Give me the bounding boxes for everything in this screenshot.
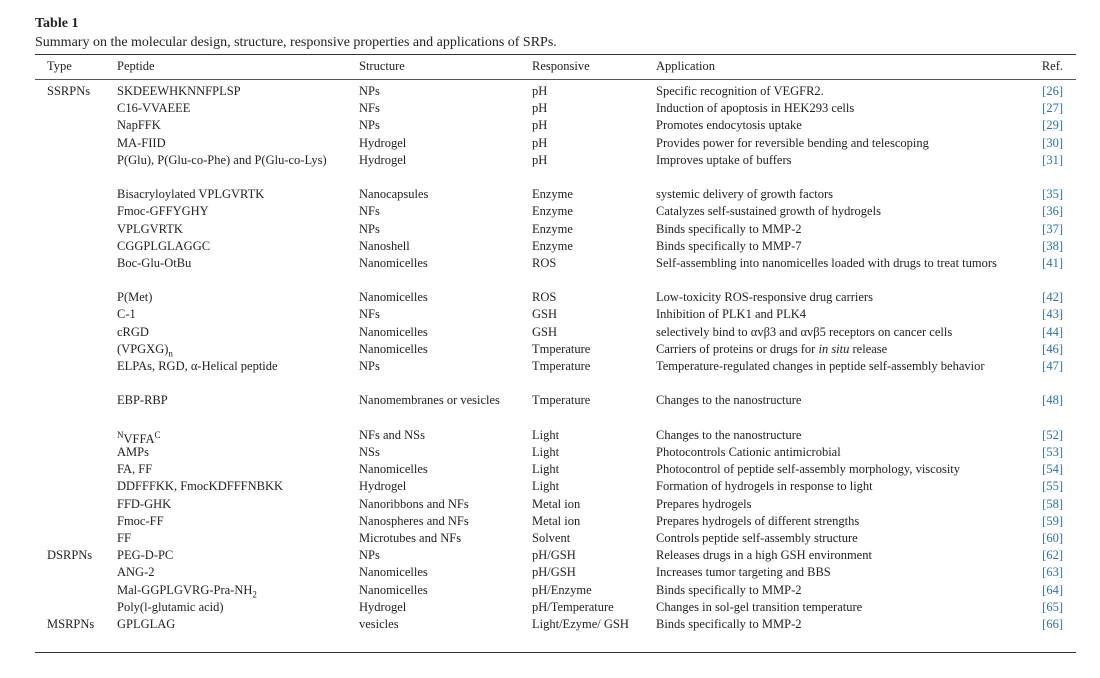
application-text: Releases drugs in a high GSH environment [656, 548, 872, 563]
cell-structure: NFs [359, 307, 380, 322]
table-row [35, 616, 1076, 650]
peptide-text: C-1 [117, 307, 136, 322]
application-text: Improves uptake of buffers [656, 152, 792, 167]
cell-structure: NFs and NSs [359, 427, 425, 442]
table-caption: Summary on the molecular design, structure, responsive properties and applications of SRPs. [35, 35, 557, 50]
cell-peptide [117, 135, 337, 152]
cell-responsive: Enzyme [532, 221, 573, 236]
cell-responsive: Light [532, 462, 560, 477]
cell-application [656, 238, 1011, 255]
header-responsive: Responsive [532, 59, 590, 73]
table-row [35, 289, 1076, 306]
application-text: Promotes endocytosis uptake [656, 118, 802, 133]
cell-responsive: pH [532, 152, 548, 167]
cell-application [656, 341, 1011, 358]
cell-structure: Nanomicelles [359, 290, 428, 305]
ref-link[interactable]: [29] [1042, 118, 1063, 133]
peptide-text: FF [117, 530, 131, 545]
table-row [35, 221, 1076, 238]
ref-link[interactable]: [53] [1042, 445, 1063, 459]
cell-structure: NPs [359, 84, 380, 98]
cell-peptide [117, 599, 337, 616]
cell-application [656, 186, 1011, 203]
cell-application [656, 616, 1011, 633]
application-text: Prepares hydrogels of different strengths [656, 513, 860, 528]
table-row [35, 341, 1076, 358]
cell-responsive: GSH [532, 307, 558, 322]
peptide-text: EBP-RBP [117, 393, 168, 408]
peptide-text: ANG-2 [117, 565, 155, 580]
cell-structure: NPs [359, 359, 380, 374]
ref-link[interactable]: [64] [1042, 582, 1063, 597]
cell-structure: Hydrogel [359, 599, 407, 614]
cell-peptide [117, 461, 337, 478]
ref-link[interactable]: [46] [1042, 341, 1063, 356]
header-type: Type [47, 59, 72, 73]
application-text: Prepares hydrogels [656, 496, 752, 511]
cell-structure: NSs [359, 445, 380, 459]
cell-structure: NFs [359, 101, 380, 116]
cell-responsive: pH/GSH [532, 548, 576, 563]
cell-structure: Hydrogel [359, 152, 407, 167]
ref-link[interactable]: [65] [1042, 599, 1063, 614]
cell-structure: Nanomicelles [359, 255, 428, 270]
ref-link[interactable]: [62] [1042, 548, 1063, 563]
table-row [35, 496, 1076, 513]
cell-peptide [117, 392, 337, 409]
peptide-text: C16-VVAEEE [117, 101, 191, 116]
ref-link[interactable]: [37] [1042, 221, 1063, 236]
cell-application [656, 496, 1011, 513]
ref-link[interactable]: [58] [1042, 496, 1063, 511]
cell-peptide [117, 221, 337, 238]
cell-responsive: GSH [532, 324, 558, 339]
cell-structure: NPs [359, 548, 380, 563]
peptide-prefix-superscript: N [117, 429, 124, 440]
table-row [35, 478, 1076, 495]
cell-peptide [117, 83, 337, 100]
cell-peptide [117, 513, 337, 530]
peptide-text: P(Glu), P(Glu-co-Phe) and P(Glu-co-Lys) [117, 152, 327, 167]
cell-structure: Microtubes and NFs [359, 530, 462, 545]
cell-peptide [117, 547, 337, 564]
cell-structure: Nanomicelles [359, 462, 428, 477]
cell-application [656, 530, 1011, 547]
table-row [35, 461, 1076, 478]
header-ref: Ref. [1041, 59, 1063, 73]
cell-peptide [117, 444, 337, 461]
cell-responsive: pH [532, 84, 548, 98]
cell-application [656, 289, 1011, 306]
cell-responsive: Tmperature [532, 341, 591, 356]
ref-link[interactable]: [60] [1042, 530, 1063, 545]
table-row [35, 599, 1076, 616]
table-row [35, 513, 1076, 530]
application-text: Binds specifically to MMP-2 [656, 616, 802, 631]
peptide-text: AMPs [117, 445, 149, 459]
cell-application [656, 461, 1011, 478]
application-text: Inhibition of PLK1 and PLK4 [656, 307, 806, 322]
table-row [35, 582, 1076, 599]
cell-application [656, 358, 1011, 375]
peptide-subscript: 2 [252, 589, 257, 599]
cell-responsive: Tmperature [532, 393, 591, 408]
table-row [35, 100, 1076, 117]
table-row [35, 530, 1076, 547]
peptide-text: (VPGXG) [117, 341, 169, 356]
application-text: Photocontrols Cationic antimicrobial [656, 445, 841, 459]
table-row [35, 324, 1076, 341]
table-row [35, 564, 1076, 581]
cell-peptide [117, 358, 337, 375]
ref-link[interactable]: [41] [1042, 255, 1063, 270]
cell-peptide [117, 238, 337, 255]
ref-link[interactable]: [55] [1042, 479, 1063, 494]
table-row [35, 135, 1076, 152]
bottom-rule [35, 652, 1076, 653]
application-text: Provides power for reversible bending and telescoping [656, 135, 929, 150]
cell-responsive: Light [532, 427, 560, 442]
cell-type: MSRPNs [47, 616, 95, 631]
peptide-text: cRGD [117, 324, 149, 339]
cell-structure: Nanomicelles [359, 582, 428, 597]
cell-application [656, 582, 1011, 599]
application-text: Binds specifically to MMP-2 [656, 582, 802, 597]
peptide-text: Bisacryloylated VPLGVRTK [117, 187, 265, 202]
cell-responsive: Enzyme [532, 187, 573, 202]
application-tail: release [849, 341, 888, 356]
table-row [35, 255, 1076, 289]
cell-application [656, 203, 1011, 220]
header-structure: Structure [359, 59, 405, 73]
peptide-text: DDFFFKK, FmocKDFFFNBKK [117, 479, 284, 494]
ref-link[interactable]: [36] [1042, 204, 1063, 219]
cell-structure: Nanoribbons and NFs [359, 496, 469, 511]
application-text: Controls peptide self-assembly structure [656, 530, 858, 545]
cell-application [656, 427, 1011, 444]
cell-structure: NPs [359, 221, 380, 236]
ref-link[interactable]: [52] [1042, 427, 1063, 442]
cell-peptide [117, 478, 337, 495]
cell-application [656, 83, 1011, 100]
table-row [35, 358, 1076, 392]
ref-link[interactable]: [54] [1042, 462, 1063, 477]
cell-application [656, 444, 1011, 461]
cell-responsive: Solvent [532, 530, 571, 545]
cell-peptide [117, 530, 337, 547]
cell-application [656, 599, 1011, 616]
ref-link[interactable]: [30] [1042, 135, 1063, 150]
cell-peptide [117, 203, 337, 220]
cell-responsive: Tmperature [532, 359, 591, 374]
table-header [35, 55, 1076, 79]
ref-link[interactable]: [48] [1042, 393, 1063, 408]
cell-application [656, 221, 1011, 238]
ref-link[interactable]: [43] [1042, 307, 1063, 322]
cell-type: DSRPNs [47, 548, 93, 563]
peptide-text: Boc-Glu-OtBu [117, 255, 192, 270]
cell-responsive: pH [532, 135, 548, 150]
cell-application [656, 392, 1011, 409]
table-row [35, 238, 1076, 255]
cell-responsive: pH/GSH [532, 565, 576, 580]
application-text: Specific recognition of VEGFR2. [656, 84, 824, 98]
cell-structure: NPs [359, 118, 380, 133]
peptide-text: VPLGVRTK [117, 221, 183, 236]
table-row [35, 306, 1076, 323]
peptide-text: P(Met) [117, 290, 153, 305]
peptide-text: FFD-GHK [117, 496, 172, 511]
peptide-text: FA, FF [117, 462, 153, 477]
cell-application [656, 547, 1011, 564]
cell-responsive: Metal ion [532, 513, 581, 528]
table-row [35, 444, 1076, 461]
cell-structure: Nanomicelles [359, 565, 428, 580]
cell-application [656, 255, 1011, 272]
peptide-text: NapFFK [117, 118, 161, 133]
cell-responsive: Light [532, 479, 560, 494]
cell-responsive: pH [532, 118, 548, 133]
application-text: Formation of hydrogels in response to light [656, 479, 873, 494]
cell-application [656, 513, 1011, 530]
cell-responsive: pH [532, 101, 548, 116]
cell-structure: vesicles [359, 616, 399, 631]
application-text: Catalyzes self-sustained growth of hydrogels [656, 204, 881, 219]
application-text: Temperature-regulated changes in peptide self-assembly behavior [656, 359, 985, 374]
ref-link[interactable]: [35] [1042, 187, 1063, 202]
application-text: Low-toxicity ROS-responsive drug carriers [656, 290, 873, 305]
peptide-subscript: n [168, 348, 173, 359]
table-row [35, 117, 1076, 134]
application-text: Carriers of proteins or drugs for [656, 341, 819, 356]
cell-peptide [117, 117, 337, 134]
table-label: Table 1 [35, 16, 79, 31]
cell-structure: Nanomicelles [359, 324, 428, 339]
cell-structure: Nanomicelles [359, 341, 428, 356]
table-container [35, 14, 1076, 653]
ref-link[interactable]: [63] [1042, 565, 1063, 580]
peptide-text: SKDEEWHKNNFPLSP [117, 84, 241, 98]
table-row [35, 152, 1076, 186]
table-row [35, 547, 1076, 564]
cell-application [656, 306, 1011, 323]
application-italic: in situ [818, 341, 850, 356]
application-text: systemic delivery of growth factors [656, 187, 834, 202]
cell-type: SSRPNs [47, 84, 91, 98]
cell-peptide [117, 616, 337, 633]
ref-link[interactable]: [27] [1042, 101, 1063, 116]
cell-peptide [117, 496, 337, 513]
header-application: Application [656, 59, 716, 73]
cell-responsive: pH/Enzyme [532, 582, 592, 597]
ref-link[interactable]: [66] [1042, 616, 1063, 631]
peptide-text: MA-FIID [117, 135, 166, 150]
cell-structure: NFs [359, 204, 380, 219]
cell-application [656, 100, 1011, 117]
application-text: Binds specifically to MMP-7 [656, 238, 802, 253]
peptide-text: VFFA [123, 431, 155, 446]
cell-application [656, 117, 1011, 134]
cell-responsive: Enzyme [532, 204, 573, 219]
header-peptide: Peptide [117, 59, 155, 73]
table-row [35, 83, 1076, 100]
ref-link[interactable]: [38] [1042, 238, 1063, 253]
peptide-text: Poly(l-glutamic acid) [117, 599, 224, 614]
cell-application [656, 564, 1011, 581]
peptide-text: Mal-GGPLGVRG-Pra-NH [117, 582, 253, 597]
cell-structure: Nanoshell [359, 238, 410, 253]
ref-link[interactable]: [42] [1042, 290, 1063, 305]
cell-application [656, 152, 1011, 169]
peptide-text: ELPAs, RGD, α-Helical peptide [117, 359, 278, 374]
cell-peptide [117, 289, 337, 306]
cell-responsive: Metal ion [532, 496, 581, 511]
ref-link[interactable]: [26] [1042, 84, 1063, 98]
application-text: Self-assembling into nanomicelles loaded with drugs to treat tumors [656, 255, 997, 270]
cell-peptide [117, 324, 337, 341]
cell-structure: Nanospheres and NFs [359, 513, 469, 528]
ref-link[interactable]: [59] [1042, 513, 1063, 528]
application-text: selectively bind to αvβ3 and αvβ5 receptors on cancer cells [656, 324, 953, 339]
table-row [35, 203, 1076, 220]
table-row [35, 392, 1076, 426]
table-row [35, 186, 1076, 203]
ref-link[interactable]: [31] [1042, 152, 1063, 167]
cell-structure: Nanocapsules [359, 187, 429, 202]
cell-peptide [117, 186, 337, 203]
peptide-text: Fmoc-GFFYGHY [117, 204, 209, 219]
peptide-text: CGGPLGLAGGC [117, 238, 211, 253]
table-body [35, 80, 1076, 652]
ref-link[interactable]: [44] [1042, 324, 1063, 339]
application-text: Binds specifically to MMP-2 [656, 221, 802, 236]
cell-structure: Hydrogel [359, 135, 407, 150]
cell-responsive: ROS [532, 290, 557, 305]
peptide-text: Fmoc-FF [117, 513, 164, 528]
application-text: Changes to the nanostructure [656, 393, 802, 408]
application-text: Changes to the nanostructure [656, 427, 802, 442]
cell-peptide [117, 255, 337, 272]
peptide-suffix-superscript: C [154, 429, 161, 440]
cell-peptide [117, 100, 337, 117]
cell-application [656, 324, 1011, 341]
application-text: Photocontrol of peptide self-assembly morphology, viscosity [656, 462, 961, 477]
ref-link[interactable]: [47] [1042, 359, 1063, 374]
cell-peptide [117, 152, 337, 169]
application-text: Increases tumor targeting and BBS [656, 565, 831, 580]
table-row [35, 427, 1076, 444]
peptide-text: PEG-D-PC [117, 548, 174, 563]
application-text: Changes in sol-gel transition temperature [656, 599, 863, 614]
cell-structure: Hydrogel [359, 479, 407, 494]
cell-responsive: Light [532, 445, 560, 459]
cell-responsive: ROS [532, 255, 557, 270]
cell-responsive: pH/Temperature [532, 599, 614, 614]
cell-application [656, 478, 1011, 495]
cell-application [656, 135, 1011, 152]
application-text: Induction of apoptosis in HEK293 cells [656, 101, 855, 116]
cell-structure: Nanomembranes or vesicles [359, 393, 500, 408]
cell-responsive: Enzyme [532, 238, 573, 253]
cell-peptide [117, 306, 337, 323]
cell-responsive: Light/Ezyme/ GSH [532, 616, 629, 631]
peptide-text: GPLGLAG [117, 616, 176, 631]
cell-peptide [117, 564, 337, 581]
